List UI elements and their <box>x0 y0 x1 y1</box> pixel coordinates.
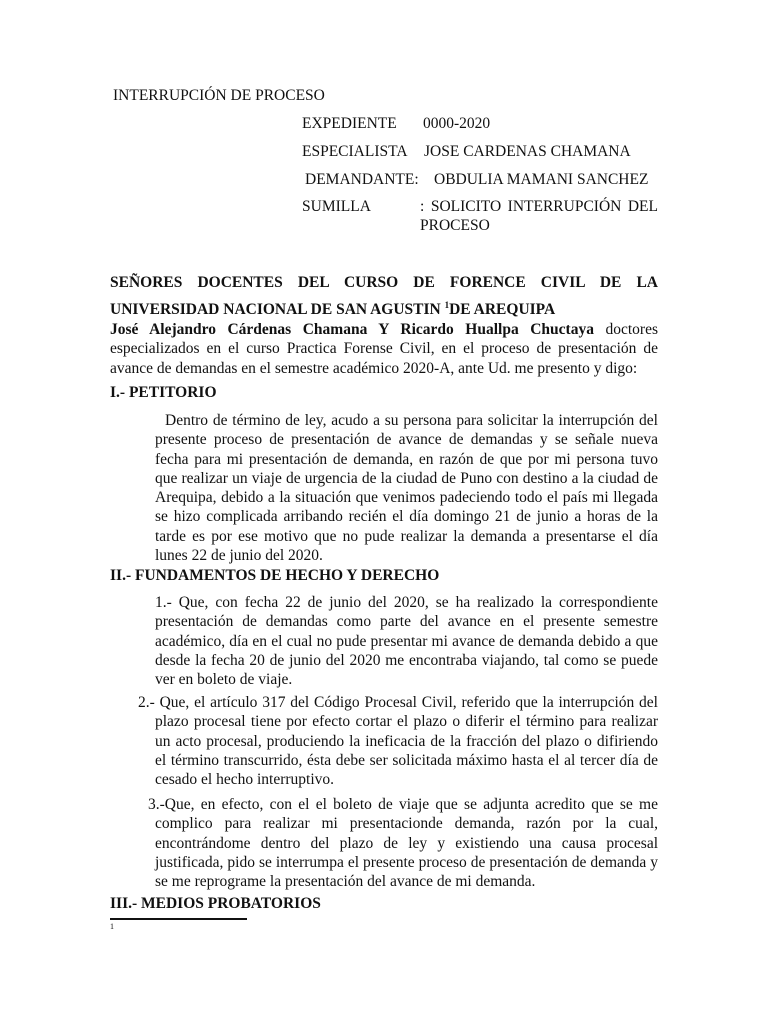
point-3 <box>148 795 658 891</box>
point-1 <box>155 593 658 689</box>
point-3-text: 3.-Que, en efecto, con el el boleto de viaje que se adjunta acredito que se me complico para realizar mi presentacionde demanda, razón por la cual, encontrándome dentro del plazo de ley y existiendo una causa procesal justificada, pido se interrumpa el presente proceso de presentación de demanda y se me reprograme la presentación del avance de mi demanda. <box>148 796 658 891</box>
intro-text: doctores especializados en el curso Practica Forense Civil, en el proceso de presentación de avance de demandas en el semestre académico 2020-A, ante Ud. me presento y digo: <box>110 321 658 377</box>
point-2 <box>138 693 658 789</box>
footnote-ref: 1 <box>444 299 450 310</box>
addressee <box>110 269 658 323</box>
demandante-value: OBDULIA MAMANI SANCHEZ <box>434 171 649 188</box>
especialista-row <box>302 142 631 161</box>
intro-names: José Alejandro Cárdenas Chamana Y Ricardo Huallpa Chuctaya <box>110 321 594 338</box>
addressee-line-2 <box>110 301 555 318</box>
point-2-text: 2.- Que, el artículo 317 del Código Procesal Civil, referido que la interrupción del plazo procesal tiene por efecto cortar el plazo o diferir el término para realizar un acto procesal, produciendo la ineficacia de la fracción del plazo o difiriendo el término transcurrido, ésta debe ser solicitada máximo hasta el al tercer día de cesado el hecho interruptivo. <box>138 694 658 789</box>
section-3-heading: III.- MEDIOS PROBATORIOS <box>110 895 321 912</box>
point-1-text: 1.- Que, con fecha 22 de junio del 2020, se ha realizado la correspondiente presentación de demandas como parte del avance en el presente semestre académico, día en el cual no pude presentar mi avance de demanda debido a que desde la fecha 20 de junio del 2020 me encontraba viajando, tal como se puede ver en boleto de viaje. <box>155 594 658 689</box>
addressee-line-1: SEÑORES DOCENTES DEL CURSO DE FORENCE CIVIL DE LA <box>110 274 658 291</box>
expediente-label: EXPEDIENTE <box>302 115 397 132</box>
addressee-university: UNIVERSIDAD NACIONAL DE SAN AGUSTIN <box>110 301 445 318</box>
expediente-row <box>302 114 490 133</box>
footnote-separator <box>110 918 247 920</box>
document-title: INTERRUPCIÓN DE PROCESO <box>113 87 325 104</box>
demandante-row <box>305 170 648 189</box>
footnote-number: 1 <box>110 922 114 931</box>
especialista-label: ESPECIALISTA <box>302 143 408 160</box>
section-1-body: Dentro de término de ley, acudo a su persona para solicitar la interrupción del presente proceso de presentación de avance de demandas y se señale nueva fecha para mi presentación de demanda, en razón de que por mi persona tuvo que realizar un viaje de urgencia de la ciudad de Puno con destino a la ciudad de Arequipa, debido a la situación que venimos padeciendo todo el país mi llegada se hizo complicada arribando recién el día domingo 21 de junio a horas de la tarde es por ese motivo que no pude realizar la demanda a presentarse el día lunes 22 de junio del 2020. <box>155 412 658 565</box>
section-1-heading: I.- PETITORIO <box>110 384 217 401</box>
section-2-heading: II.- FUNDAMENTOS DE HECHO Y DERECHO <box>110 567 440 584</box>
demandante-label: DEMANDANTE: <box>305 171 419 188</box>
sumilla-label: SUMILLA <box>302 198 371 215</box>
intro-paragraph <box>110 320 658 378</box>
especialista-value: JOSE CARDENAS CHAMANA <box>424 143 631 160</box>
expediente-value: 0000-2020 <box>423 115 491 132</box>
addressee-city: DE AREQUIPA <box>449 301 556 318</box>
sumilla-value: : SOLICITO INTERRUPCIÓN DEL PROCESO <box>420 198 658 235</box>
